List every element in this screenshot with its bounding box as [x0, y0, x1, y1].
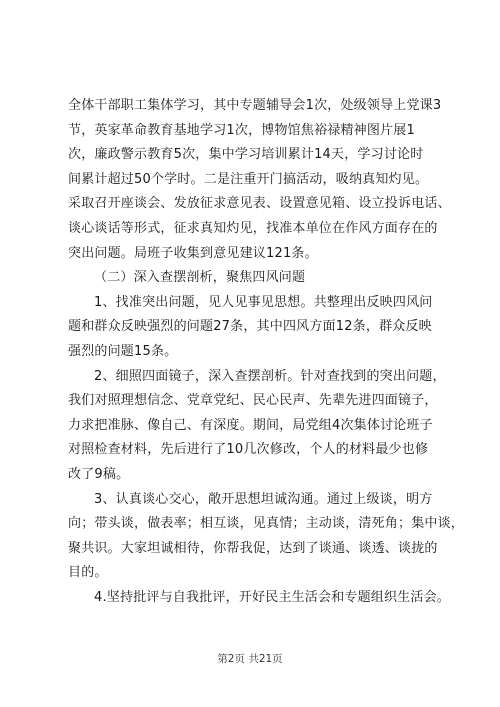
text-line: 谈心谈话等形式，征求真知灼见，找准本单位在作风方面存在的	[68, 220, 438, 236]
text-line: 聚共识。大家坦诚相待，你帮我促，达到了谈通、谈透、谈拢的	[68, 540, 438, 556]
text-line: 间累计超过50个学时。二是注重开门搞活动，吸纳真知灼见。	[68, 171, 429, 187]
text-line: 目的。	[68, 565, 108, 581]
text-line: 2、细照四面镜子，深入查摆剖析。针对查找到的突出问题，	[94, 368, 446, 384]
text-line: 3、认真谈心交心，敞开思想坦诚沟通。通过上级谈，明方	[94, 491, 433, 507]
text-line: 采取召开座谈会、发放征求意见表、设置意见箱、设立投诉电话、	[68, 196, 451, 212]
text-line: 我们对照理想信念、党章党纪、民心民声、先辈先进四面镜子，	[68, 393, 438, 409]
text-line: 节，英家革命教育基地学习1次，博物馆焦裕禄精神图片展1	[68, 122, 415, 138]
text-line: 1、找准突出问题，见人见事见思想。共整理出反映四风问	[94, 294, 433, 310]
text-line: 4.坚持批评与自我批评，开好民主生活会和专题组织生活会。	[94, 589, 451, 605]
document-body	[68, 94, 465, 610]
text-line: 全体干部职工集体学习，其中专题辅导会1次，处级领导上党课3	[68, 98, 442, 113]
text-line: 强烈的问题15条。	[68, 343, 178, 359]
text-line: 次，廉政警示教育5次，集中学习培训累计14天，学习讨论时	[68, 147, 424, 163]
text-line: 改了9稿。	[68, 466, 130, 482]
page-footer: 第2页 共21页	[217, 653, 283, 665]
text-line: 力求把准脉、像自己、有深度。期间，局党组4次集体讨论班子	[68, 417, 433, 433]
text-line: 突出问题。局班子收集到意见建议121条。	[68, 245, 318, 261]
text-line: 向；带头谈，做表率；相互谈，见真情；主动谈，清死角；集中谈，	[68, 516, 465, 532]
text-line: 对照检查材料，先后进行了10几次修改，个人的材料最少也修	[68, 442, 429, 458]
section-heading: （二）深入查摆剖析，聚焦四风问题	[94, 270, 306, 286]
text-line: 题和群众反映强烈的问题27条，其中四风方面12条，群众反映	[68, 319, 432, 335]
